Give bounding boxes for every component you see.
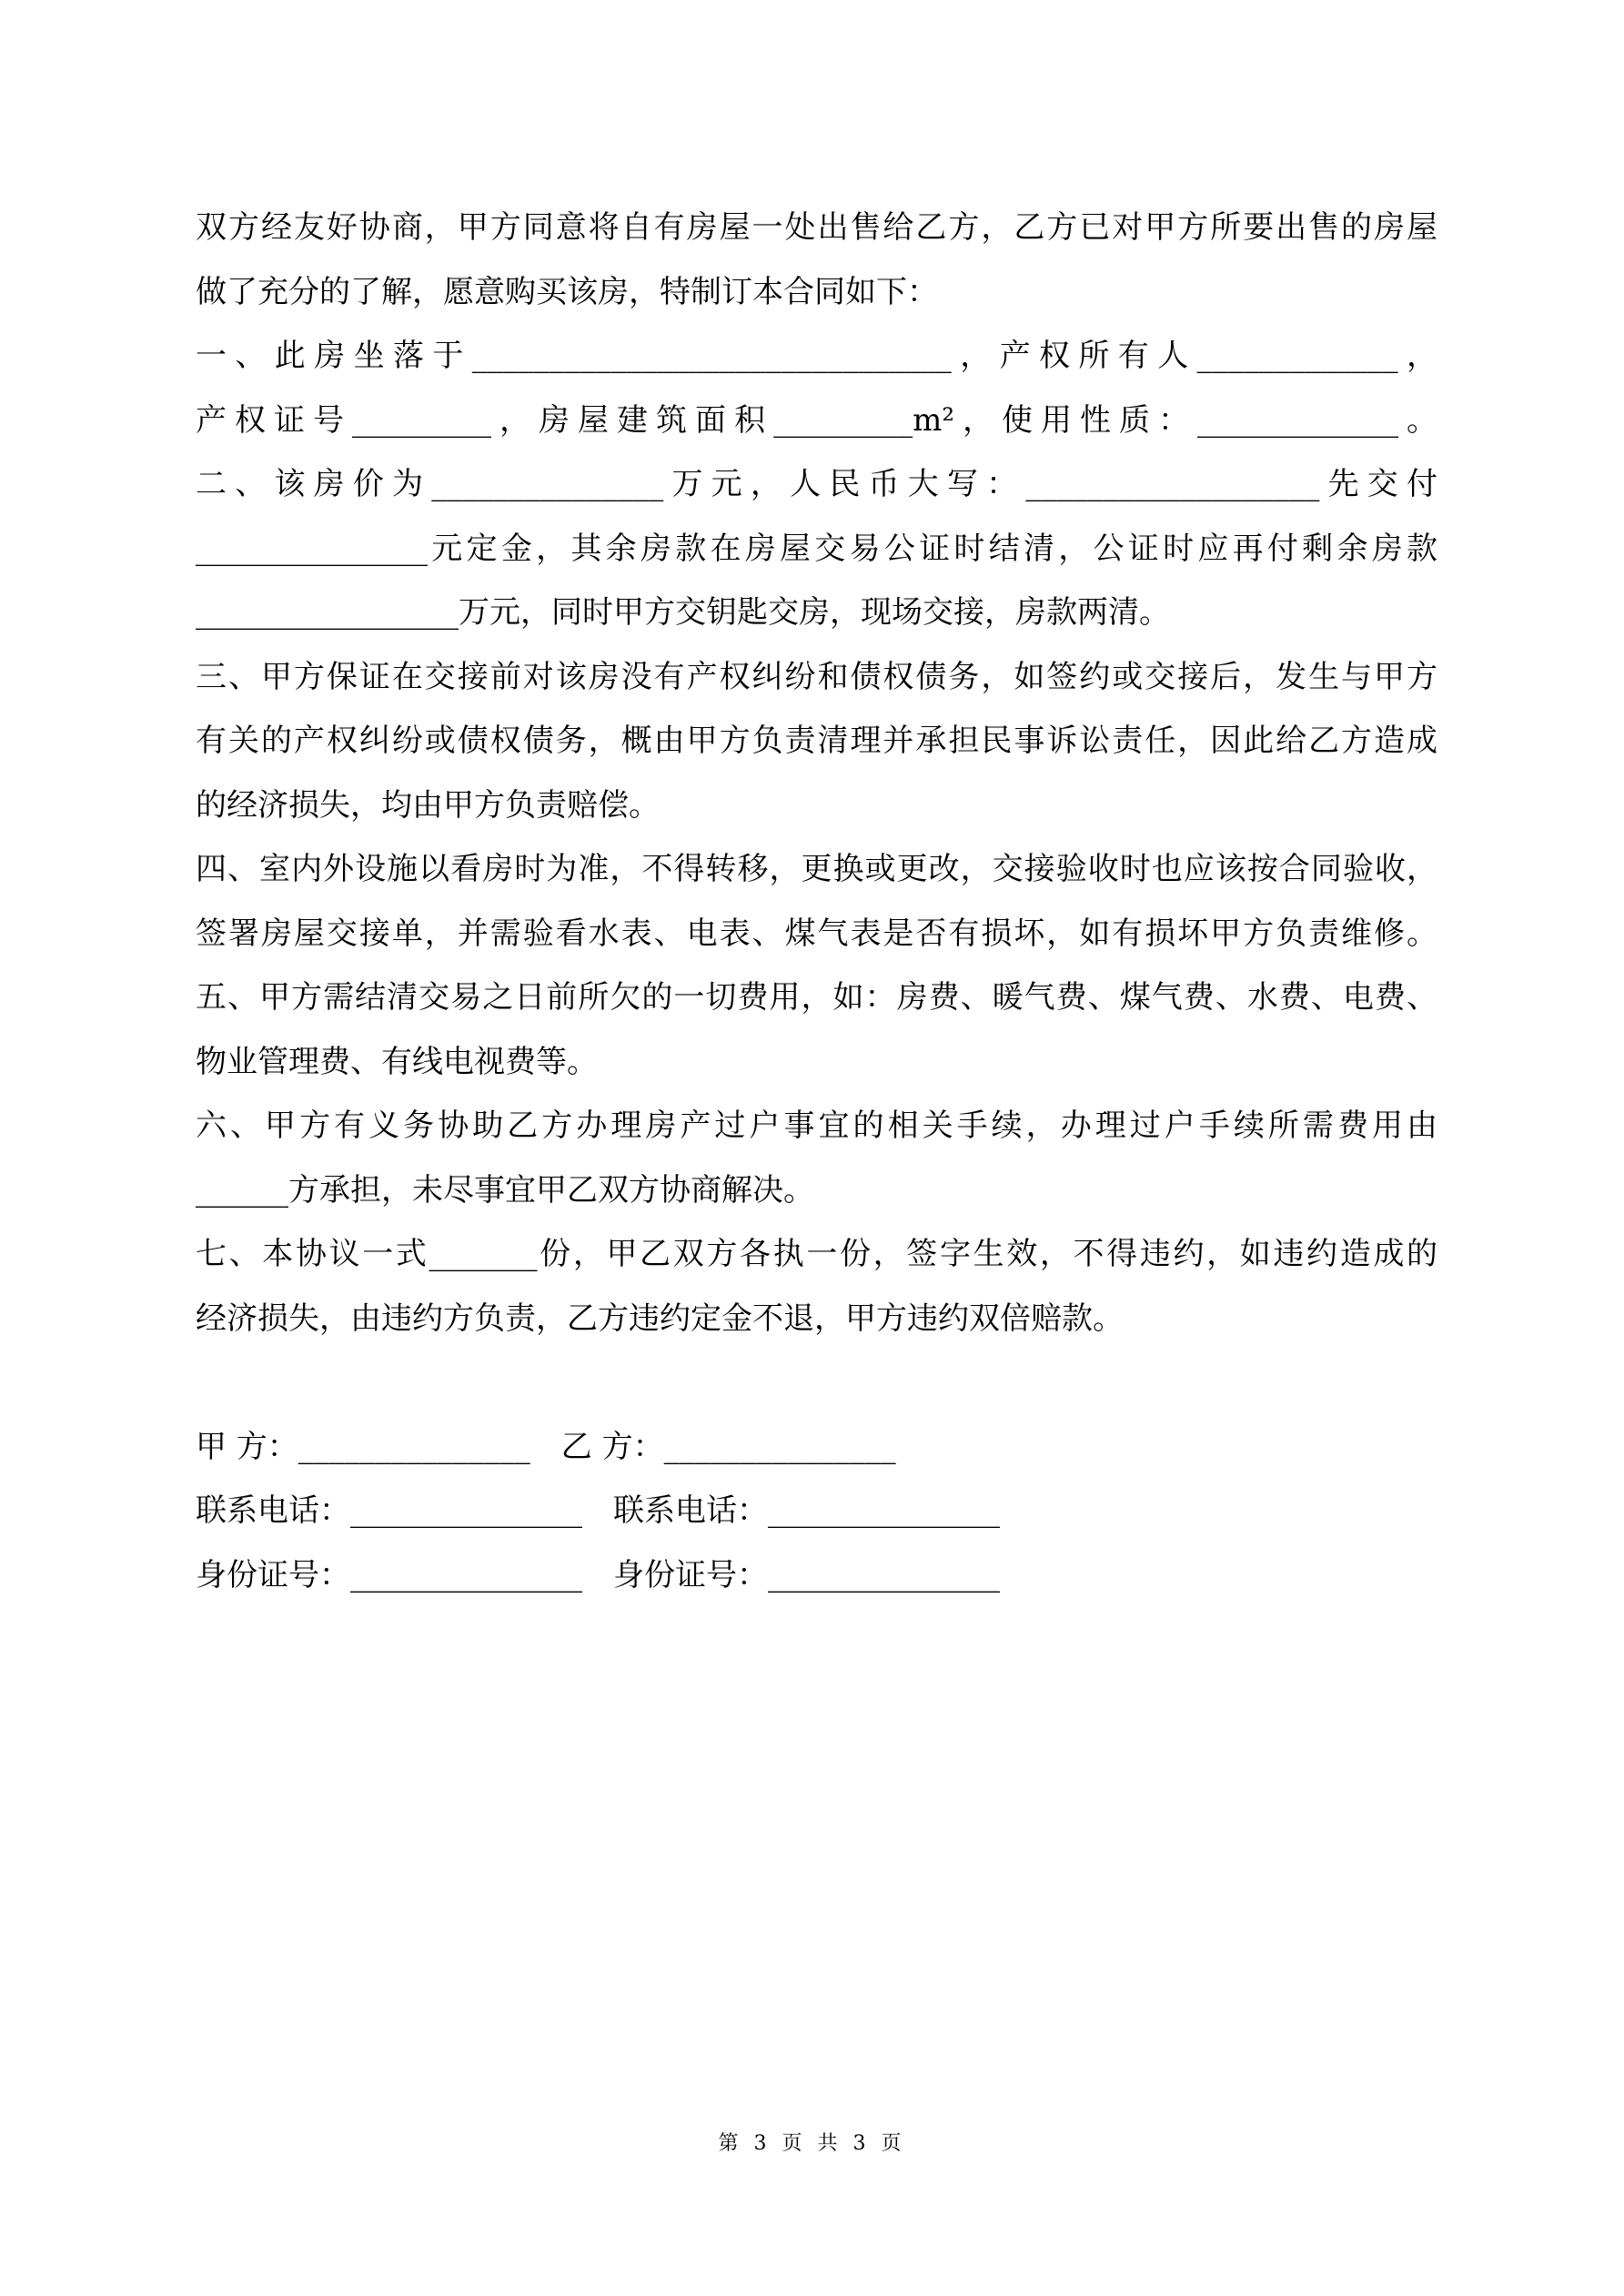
contract-line: 物业管理费、有线电视费等。	[196, 1043, 598, 1080]
contract-line: 甲 方：_______________ 乙 方：_______________	[196, 1428, 896, 1465]
contract-body	[196, 196, 1437, 1607]
contract-line: 二、该房价为_______________万元，人民币大写：___________________先交付	[196, 466, 1437, 502]
contract-line: 六、甲方有义务协助乙方办理房产过户事宜的相关手续，办理过户手续所需费用由	[196, 1108, 1437, 1144]
contract-line: _________________万元，同时甲方交钥匙交房，现场交接，房款两清。	[196, 594, 1170, 631]
contract-line: 有关的产权纠纷或债权债务，概由甲方负责清理并承担民事诉讼责任，因此给乙方造成	[196, 723, 1437, 759]
contract-line: 经济损失，由违约方负责，乙方违约定金不退，甲方违约双倍赔款。	[196, 1300, 1124, 1337]
page-footer: 第 3 页 共 3 页	[718, 2132, 906, 2155]
contract-line: 五、甲方需结清交易之日前所欠的一切费用，如：房费、暖气费、煤气费、水费、电费、	[196, 979, 1437, 1016]
contract-line: 的经济损失，均由甲方负责赔偿。	[196, 786, 660, 824]
contract-line: 做了充分的了解，愿意购买该房，特制订本合同如下：	[196, 273, 938, 310]
contract-line: 一、此房坐落于_______________________________，产权所有人_____________，	[196, 338, 1437, 374]
contract-line: 七、本协议一式_______份，甲乙双方各执一份，签字生效，不得违约，如违约造成的	[196, 1236, 1437, 1272]
contract-line: 产权证号_________，房屋建筑面积_________m²，使用性质：_____________。	[196, 401, 1437, 439]
contract-line: 联系电话：_______________ 联系电话：_______________	[196, 1492, 1000, 1529]
contract-line: 三、甲方保证在交接前对该房没有产权纠纷和债权债务，如签约或交接后，发生与甲方	[196, 658, 1437, 695]
contract-line	[196, 1350, 1437, 1415]
contract-line: 身份证号：_______________ 身份证号：_______________	[196, 1556, 1000, 1593]
contract-line: 四、室内外设施以看房时为准，不得转移，更换或更改，交接验收时也应该按合同验收，	[196, 851, 1437, 887]
contract-line: ______方承担，未尽事宜甲乙双方协商解决。	[196, 1171, 814, 1209]
contract-line: 双方经友好协商，甲方同意将自有房屋一处出售给乙方，乙方已对甲方所要出售的房屋	[196, 209, 1437, 246]
contract-line: 签署房屋交接单，并需验看水表、电表、煤气表是否有损坏，如有损坏甲方负责维修。	[196, 915, 1437, 952]
contract-line: _______________元定金，其余房款在房屋交易公证时结清，公证时应再付剩余房款	[196, 530, 1437, 567]
